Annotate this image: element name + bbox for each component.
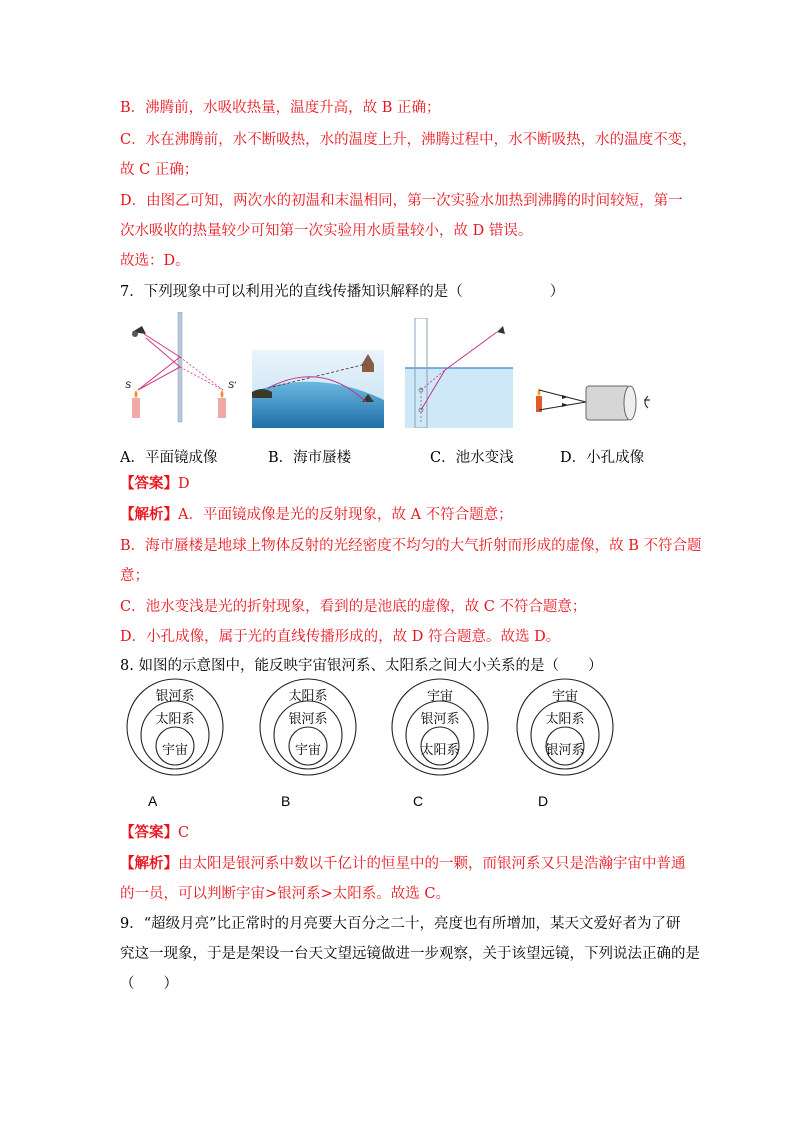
outer-circle-label: 太阳系 xyxy=(288,688,328,703)
diagram-letter: C xyxy=(413,793,424,809)
q7-analysis-c: C．池水变浅是光的折射现象，看到的是池底的虚像，故 C 不符合题意； xyxy=(120,599,587,615)
diagram-letter: B xyxy=(281,793,291,809)
q7-analysis-b-line2: 意； xyxy=(120,568,149,584)
q8-stem: 8. 如图的示意图中，能反映宇宙银河系、太阳系之间大小关系的是（ ） xyxy=(120,658,603,674)
analysis-tag: 【解析】 xyxy=(120,855,178,872)
fig-a-label-s-prime: S′ xyxy=(228,380,236,390)
answer-value: C xyxy=(178,825,190,841)
inner-circle-label: 银河系 xyxy=(545,742,585,757)
q7-analysis-a xyxy=(120,505,513,525)
inner-circle-label: 宇宙 xyxy=(161,742,188,757)
q7-analysis-b-line1: B．海市蜃楼是地球上物体反射的光经密度不均匀的大气折射而形成的虚像，故 B 不符合题 xyxy=(120,538,702,554)
q7-analysis-d: D．小孔成像，属于光的直线传播形成的，故 D 符合题意。故选 D。 xyxy=(120,629,561,645)
inner-circle-label: 宇宙 xyxy=(294,742,321,757)
q9-stem-line2: 究这一现象，于是是架设一台天文望远镜做进一步观察，关于该望远镜，下列说法正确的是 xyxy=(120,946,700,962)
middle-circle-label: 银河系 xyxy=(288,711,328,726)
q9-stem-line1: 9．“超级月亮”比正常时的月亮要大百分之二十，亮度也有所增加，某天文爱好者为了研 xyxy=(120,916,681,932)
plane-mirror-figure xyxy=(118,312,243,427)
analysis-tag: 【解析】 xyxy=(120,506,178,523)
q7-option-d: D．小孔成像 xyxy=(560,450,645,466)
mirage-figure xyxy=(252,350,384,428)
q6-option-b-analysis: B．沸腾前，水吸收热量，温度升高，故 B 正确； xyxy=(120,100,441,116)
fig-a-label-s: S xyxy=(125,380,132,390)
answer-tag: 【答案】 xyxy=(120,475,178,492)
q8-analysis-line1 xyxy=(120,854,686,874)
q8-answer xyxy=(120,823,189,843)
analysis-text: 由太阳是银河系中数以千亿计的恒星中的一颗，而银河系又只是浩瀚宇宙中普通 xyxy=(178,856,686,872)
diagram-letter: D xyxy=(538,793,549,809)
outer-circle-label: 宇宙 xyxy=(551,688,578,703)
outer-circle-label: 宇宙 xyxy=(426,688,453,703)
q7-stem: 7．下列现象中可以利用光的直线传播知识解释的是（ ） xyxy=(120,284,565,300)
answer-tag: 【答案】 xyxy=(120,824,178,841)
q6-option-c-analysis-line1: C．水在沸腾前，水不断吸热，水的温度上升，沸腾过程中，水不断吸热，水的温度不变， xyxy=(120,132,697,148)
q7-option-a: A．平面镜成像 xyxy=(120,450,218,466)
q6-option-d-analysis-line1: D．由图乙可知，两次水的初温和末温相同，第一次实验水加热到沸腾的时间较短，第一 xyxy=(120,193,683,209)
middle-circle-label: 太阳系 xyxy=(155,711,195,726)
q7-answer xyxy=(120,474,190,494)
q7-option-c: C．池水变浅 xyxy=(430,450,514,466)
diagram-letter: A xyxy=(148,793,158,809)
q9-stem-line3: （ ） xyxy=(120,976,178,992)
analysis-a-text: A．平面镜成像是光的反射现象，故 A 不符合题意； xyxy=(178,507,513,523)
q6-option-c-analysis-line2: 故 C 正确； xyxy=(120,162,199,178)
pool-shallow-figure xyxy=(405,318,513,428)
middle-circle-label: 银河系 xyxy=(420,711,460,726)
outer-circle-label: 银河系 xyxy=(155,688,195,703)
inner-circle-label: 太阳系 xyxy=(420,742,460,757)
pinhole-figure xyxy=(530,380,660,426)
q6-option-d-analysis-line2: 次水吸收的热量较少可知第一次实验用水质量较小，故 D 错误。 xyxy=(120,223,533,239)
middle-circle-label: 太阳系 xyxy=(545,711,585,726)
q6-choice: 故选：D。 xyxy=(120,253,190,269)
q8-analysis-line2: 的一员，可以判断宇宙>银河系>太阳系。故选 C。 xyxy=(120,886,451,902)
q7-option-b: B．海市蜃楼 xyxy=(268,450,352,466)
answer-value: D xyxy=(178,476,190,492)
